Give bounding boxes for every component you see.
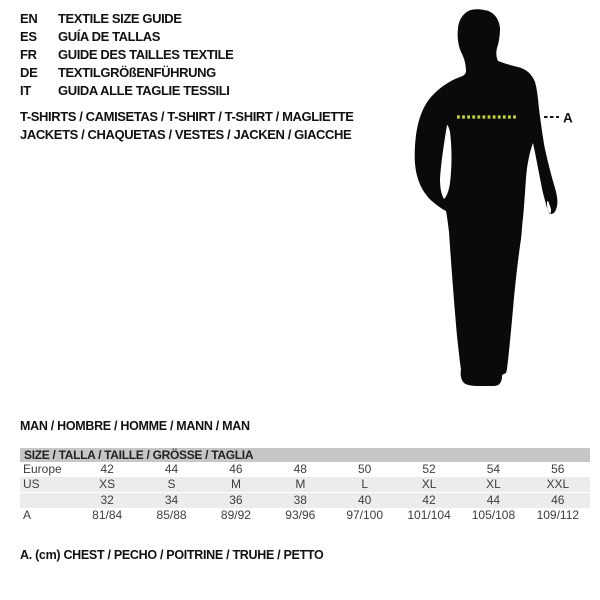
cell: M <box>268 477 332 493</box>
cell: 46 <box>551 493 565 507</box>
cell: M <box>204 477 268 493</box>
lang-code: DE <box>20 65 38 80</box>
table-row-us <box>20 477 590 493</box>
section-title-man: MAN / HOMBRE / HOMME / MANN / MAN <box>20 419 250 433</box>
cell: 46 <box>229 462 243 476</box>
cell: 42 <box>422 493 436 507</box>
lang-row-de <box>20 64 233 82</box>
row-label: Europe <box>23 462 62 476</box>
lang-row-en <box>20 10 233 28</box>
category-line-tshirts: T-SHIRTS / CAMISETAS / T-SHIRT / T-SHIRT / MAGLIETTE <box>20 109 354 124</box>
cell: 42 <box>100 462 114 476</box>
lang-label: GUIDE DES TAILLES TEXTILE <box>58 47 234 62</box>
size-table-header: SIZE / TALLA / TAILLE / GRÖSSE / TAGLIA <box>20 448 590 462</box>
lang-label: TEXTILE SIZE GUIDE <box>58 11 182 26</box>
table-row-europe <box>20 462 590 477</box>
row-label: US <box>20 477 75 493</box>
cell: 34 <box>164 493 179 507</box>
lang-row-it <box>20 82 233 100</box>
lang-code: FR <box>20 47 37 62</box>
cell: 54 <box>486 462 501 476</box>
man-silhouette-shape <box>415 9 558 386</box>
lang-code: EN <box>20 11 38 26</box>
cell: 97/100 <box>346 508 384 522</box>
cell: 44 <box>486 493 501 507</box>
cell: S <box>139 477 203 493</box>
cell: 105/108 <box>471 508 516 522</box>
cell: 109/112 <box>536 508 580 522</box>
cell: 85/88 <box>156 508 187 522</box>
table-row-alt-sizes <box>20 493 590 509</box>
lang-row-es <box>20 28 233 46</box>
cell: XL <box>461 477 525 493</box>
cell: 44 <box>164 462 179 476</box>
lang-label: TEXTILGRÖßENFÜHRUNG <box>58 65 216 80</box>
lang-code: ES <box>20 29 37 44</box>
cell: 48 <box>293 462 307 476</box>
cell: 40 <box>358 493 372 507</box>
cell: 89/92 <box>220 508 251 522</box>
lang-row-fr <box>20 46 233 64</box>
cell: XS <box>75 477 139 493</box>
cell: 32 <box>100 493 114 507</box>
cell: 93/96 <box>285 508 316 522</box>
category-block <box>20 108 354 143</box>
language-list <box>20 10 233 100</box>
lang-code: IT <box>20 83 31 98</box>
cell: 52 <box>422 462 436 476</box>
lang-label: GUÍA DE TALLAS <box>58 29 161 44</box>
cell: 50 <box>358 462 372 476</box>
category-line-jackets: JACKETS / CHAQUETAS / VESTES / JACKEN / GIACCHE <box>20 126 352 142</box>
cell: XL <box>397 477 461 493</box>
cell: 101/104 <box>407 508 451 522</box>
man-silhouette-svg <box>400 0 600 400</box>
row-label <box>20 493 75 509</box>
size-table <box>20 448 590 523</box>
cell: 38 <box>293 493 307 507</box>
cell: L <box>333 477 397 493</box>
cell: XXL <box>526 477 590 493</box>
size-table-grid <box>20 462 590 523</box>
cell: 56 <box>551 462 565 476</box>
cell: 36 <box>229 493 243 507</box>
table-row-chest-cm <box>20 508 590 523</box>
cell: 81/84 <box>92 508 123 522</box>
man-silhouette-figure <box>400 0 600 400</box>
row-label: A <box>23 508 32 522</box>
measure-label-a: A <box>563 110 573 126</box>
footnote-chest-measure: A. (cm) CHEST / PECHO / POITRINE / TRUHE / PETTO <box>20 548 324 562</box>
lang-label: GUIDA ALLE TAGLIE TESSILI <box>58 83 230 98</box>
